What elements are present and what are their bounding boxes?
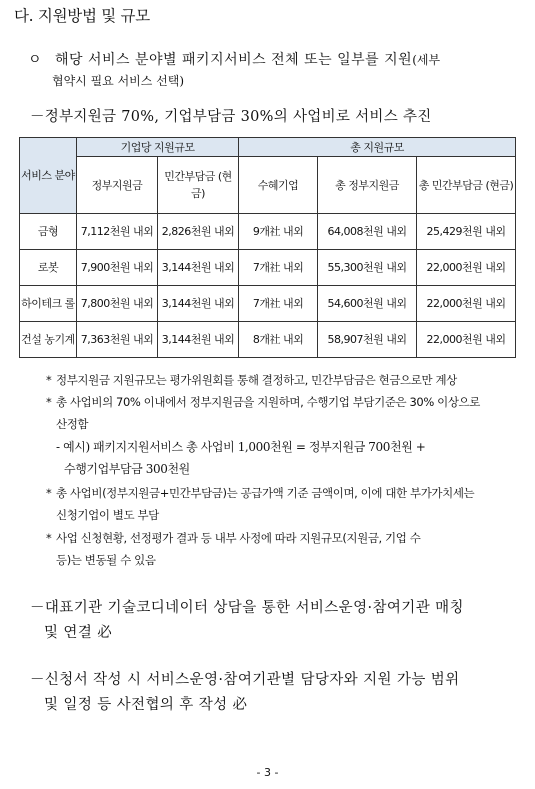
note-2-cont: 산정함	[56, 417, 89, 431]
cell-companies: 9개社 내외	[239, 214, 318, 250]
note-star: *	[46, 373, 52, 387]
circle-bullet: ㅇ	[28, 52, 43, 68]
circle-item-text: 해당 서비스 분야별 패키지서비스 전체 또는 일부를 지원	[54, 52, 413, 68]
circle-item-paren-end: 협약시 필요 서비스 선택)	[52, 74, 185, 88]
circle-item-paren-start: (세부	[412, 53, 441, 67]
circle-item	[28, 49, 440, 69]
note-2	[46, 392, 480, 413]
cell-total-gov: 58,907천원 내외	[318, 322, 417, 358]
cell-companies: 8개社 내외	[239, 322, 318, 358]
table-row	[20, 214, 516, 250]
col-header-gov: 정부지원금	[77, 157, 158, 214]
cell-total-gov: 64,008천원 내외	[318, 214, 417, 250]
row-field: 금형	[20, 214, 77, 250]
note-3-cont: 신청기업이 별도 부담	[56, 508, 159, 522]
page-number: - 3 -	[256, 766, 279, 779]
cell-total-private: 22,000천원 내외	[417, 286, 516, 322]
cell-private: 2,826천원 내외	[158, 214, 239, 250]
example-line-1: - 예시) 패키지지원서비스 총 사업비 1,000천원 = 정부지원금 700천원 +	[56, 440, 426, 454]
application-line-2: 및 일정 등 사전협의 후 작성 必	[44, 697, 248, 713]
cell-private: 3,144천원 내외	[158, 286, 239, 322]
col-header-total-gov: 총 정부지원금	[318, 157, 417, 214]
note-1-text: 정부지원금 지원규모는 평가위원회를 통해 결정하고, 민간부담금은 현금으로만 계상	[56, 373, 457, 387]
group-header-total: 총 지원규모	[239, 138, 516, 157]
cell-companies: 7개社 내외	[239, 250, 318, 286]
note-2-text: 총 사업비의 70% 이내에서 정부지원금을 지원하며, 수행기업 부담기준은 30% 이상으로	[56, 395, 480, 409]
example-line-2: 수행기업부담금 300천원	[64, 462, 190, 476]
table-row	[20, 286, 516, 322]
matching-line-1: －대표기관 기술코디네이터 상담을 통한 서비스운영·참여기관 매칭	[30, 600, 464, 616]
note-star: *	[46, 531, 52, 545]
ratio-line: －정부지원금 70%, 기업부담금 30%의 사업비로 서비스 추진	[30, 109, 432, 125]
cell-total-gov: 54,600천원 내외	[318, 286, 417, 322]
col-header-private: 민간부담금 (현금)	[158, 157, 239, 214]
cell-gov: 7,800천원 내외	[77, 286, 158, 322]
note-4-cont: 등)는 변동될 수 있음	[56, 553, 156, 567]
group-header-company: 기업당 지원규모	[77, 138, 239, 157]
note-star: *	[46, 395, 52, 409]
cell-gov: 7,900천원 내외	[77, 250, 158, 286]
cell-companies: 7개社 내외	[239, 286, 318, 322]
table-row	[20, 250, 516, 286]
table-row	[20, 322, 516, 358]
note-4	[46, 528, 421, 549]
cell-private: 3,144천원 내외	[158, 322, 239, 358]
note-3	[46, 483, 475, 504]
col-header-companies: 수혜기업	[239, 157, 318, 214]
cell-total-private: 25,429천원 내외	[417, 214, 516, 250]
support-scale-table	[19, 137, 516, 358]
section-title: 다. 지원방법 및 규모	[14, 7, 150, 25]
cell-private: 3,144천원 내외	[158, 250, 239, 286]
row-field: 건설 농기계	[20, 322, 77, 358]
cell-total-private: 22,000천원 내외	[417, 322, 516, 358]
note-4-text: 사업 신청현황, 선정평가 결과 등 내부 사정에 따라 지원규모(지원금, 기업 수	[56, 531, 421, 545]
cell-total-private: 22,000천원 내외	[417, 250, 516, 286]
note-star: *	[46, 486, 52, 500]
note-1	[46, 370, 457, 391]
row-field: 하이테크 롤	[20, 286, 77, 322]
cell-gov: 7,112천원 내외	[77, 214, 158, 250]
note-3-text: 총 사업비(정부지원금+민간부담금)는 공급가액 기준 금액이며, 이에 대한 부가가치세는	[56, 486, 475, 500]
cell-gov: 7,363천원 내외	[77, 322, 158, 358]
col-header-total-private: 총 민간부담금 (현금)	[417, 157, 516, 214]
matching-line-2: 및 연결 必	[44, 625, 113, 641]
application-line-1: －신청서 작성 시 서비스운영·참여기관별 담당자와 지원 가능 범위	[30, 672, 460, 688]
cell-total-gov: 55,300천원 내외	[318, 250, 417, 286]
row-field: 로봇	[20, 250, 77, 286]
col-header-service: 서비스 분야	[20, 138, 77, 214]
